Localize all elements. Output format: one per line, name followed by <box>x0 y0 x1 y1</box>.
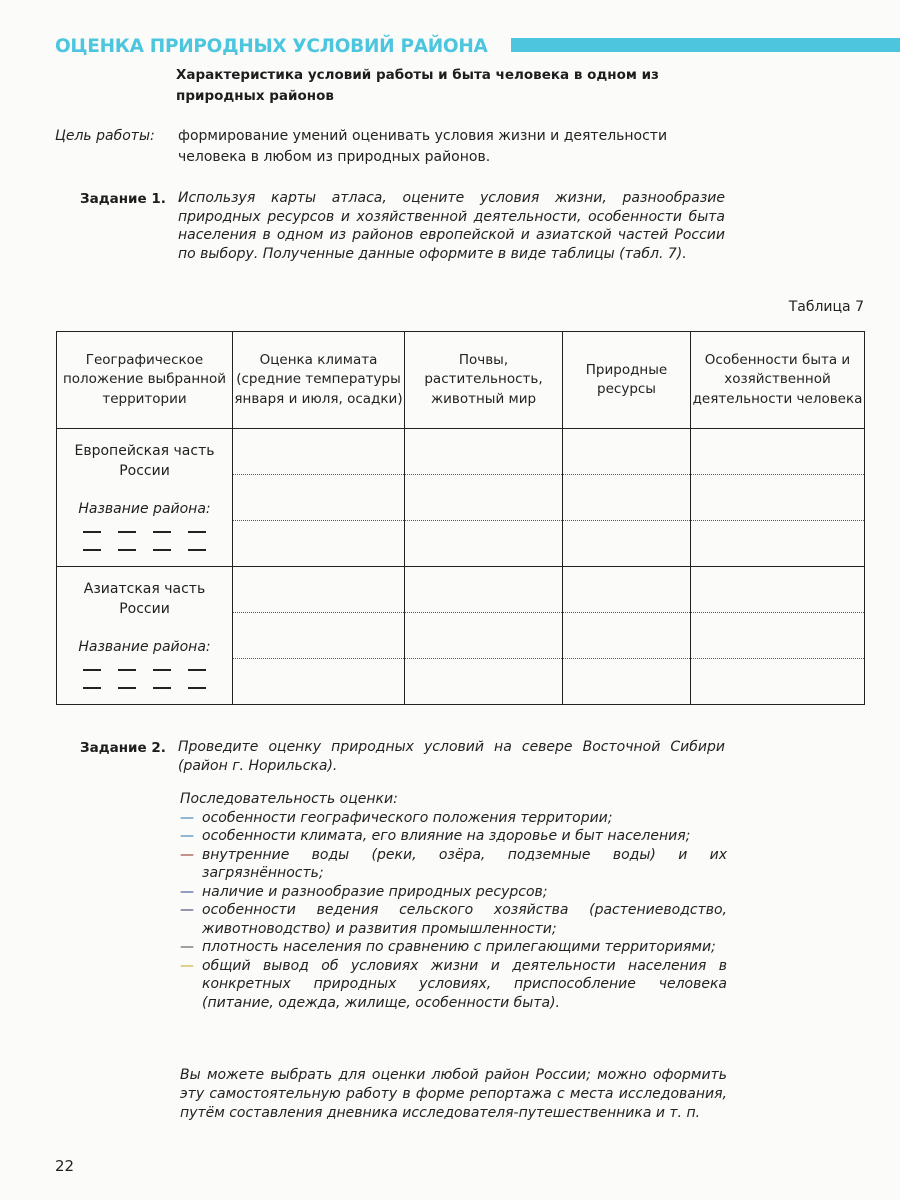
answer-cell-resources[interactable] <box>563 429 691 567</box>
list-item <box>180 883 727 902</box>
region-name: Азиатская часть России <box>83 581 206 617</box>
district-label: Название района: <box>78 501 211 517</box>
answer-cell-climate[interactable] <box>233 429 405 567</box>
dash-bullet-icon: — <box>180 902 194 918</box>
district-name-blank[interactable] <box>57 523 232 559</box>
header-accent-bar <box>511 38 900 52</box>
section-title: ОЦЕНКА ПРИРОДНЫХ УСЛОВИЙ РАЙОНА <box>55 35 488 57</box>
region-cell-asian <box>57 567 233 705</box>
section-header <box>55 33 865 59</box>
page-number: 22 <box>55 1157 75 1175</box>
table-row <box>57 567 865 705</box>
list-item <box>180 809 727 828</box>
dash-bullet-icon: — <box>180 939 194 955</box>
table-caption: Таблица 7 <box>788 299 864 315</box>
list-item-text: внутренние воды (реки, озёра, подземные воды) и их загрязнённость; <box>202 846 727 881</box>
list-item-text: особенности географического положения территории; <box>202 809 613 826</box>
header-geo-position: Географическое положение выбранной территории <box>57 332 233 429</box>
goal-label: Цель работы: <box>55 128 155 144</box>
answer-cell-climate[interactable] <box>233 567 405 705</box>
district-name-blank[interactable] <box>57 661 232 697</box>
answer-cell-soils[interactable] <box>405 429 563 567</box>
table-row <box>57 429 865 567</box>
assessment-sequence <box>180 790 727 1012</box>
district-label: Название района: <box>78 639 211 655</box>
answer-cell-lifestyle[interactable] <box>691 429 865 567</box>
list-item <box>180 901 727 938</box>
task1-text: Используя карты атласа, оцените условия жизни, разнообразие природных ресурсов и хозяйственной деятельности, особенности быта населения в одном из районов европейской и азиатской частей России по выбору. Полученные данные оформите в виде таблицы (табл. 7). <box>178 190 725 262</box>
list-item-text: особенности климата, его влияние на здоровье и быт населения; <box>202 828 691 844</box>
list-item <box>180 846 727 883</box>
dash-bullet-icon: — <box>180 957 194 974</box>
note-text: Вы можете выбрать для оценки любой район России; можно оформить эту самостоятельную работу в форме репортажа с места исследования, путём составления дневника исследователя-путешественника и т. п. <box>180 1067 727 1121</box>
table-header-row <box>57 332 865 429</box>
task2-text: Проведите оценку природных условий на севере Восточной Сибири (район г. Норильска). <box>178 739 725 774</box>
task2-label: Задание 2. <box>80 740 166 756</box>
list-item <box>180 957 727 1013</box>
goal-text: формирование умений оценивать условия жизни и деятельности человека в любом из природных районов. <box>178 128 668 165</box>
list-item <box>180 938 727 957</box>
task1-label: Задание 1. <box>80 191 166 207</box>
dash-bullet-icon: — <box>180 883 194 900</box>
region-name: Европейская часть России <box>74 443 215 479</box>
list-item <box>180 827 727 846</box>
dash-bullet-icon: — <box>180 828 194 844</box>
header-climate: Оценка климата (средние температуры января и июля, осадки) <box>233 332 405 429</box>
header-soils-flora-fauna: Почвы, растительность, животный мир <box>405 332 563 429</box>
work-subtitle: Характеристика условий работы и быта человека в одном из природных районов <box>176 67 659 104</box>
answer-cell-lifestyle[interactable] <box>691 567 865 705</box>
list-item-text: плотность населения по сравнению с прилегающими территориями; <box>202 939 716 955</box>
list-item-text: особенности ведения сельского хозяйства (растениеводство, животноводство) и развития промышленности; <box>202 902 727 937</box>
list-item-text: наличие и разнообразие природных ресурсов; <box>202 883 548 900</box>
answer-cell-resources[interactable] <box>563 567 691 705</box>
region-cell-european <box>57 429 233 567</box>
header-lifestyle-economy: Особенности быта и хозяйственной деятельности человека <box>691 332 865 429</box>
header-natural-resources: Природные ресурсы <box>563 332 691 429</box>
answer-cell-soils[interactable] <box>405 567 563 705</box>
assessment-table <box>56 331 865 705</box>
sequence-heading: Последовательность оценки: <box>180 791 398 807</box>
dash-bullet-icon: — <box>180 809 194 826</box>
list-item-text: общий вывод об условиях жизни и деятельности населения в конкретных природных условиях, приспособление человека (питание, одежда, жилище, особенности быта). <box>202 957 727 1011</box>
dash-bullet-icon: — <box>180 846 194 863</box>
